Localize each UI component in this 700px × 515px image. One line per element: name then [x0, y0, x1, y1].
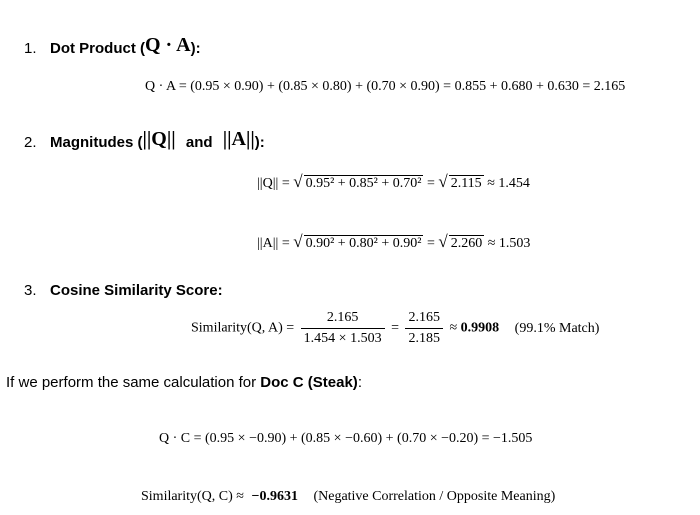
equals-sign: = — [391, 320, 399, 336]
magnitude-a-approx: ≈ 1.503 — [487, 236, 531, 251]
magnitude-q-equation — [257, 172, 530, 192]
doc-c-intro — [6, 374, 362, 391]
section-title-close: ): — [254, 134, 265, 151]
fraction-denominator: 2.185 — [405, 328, 443, 347]
dot-product-equation: Q · A = (0.95 × 0.90) + (0.85 × 0.80) + (0.70 × 0.90) = 0.855 + 0.680 + 0.630 = 2.165 — [145, 79, 626, 94]
doc-c-similarity-note: (Negative Correlation / Opposite Meaning) — [313, 489, 556, 504]
equals-sign: = — [426, 176, 435, 191]
fraction-numerator: 2.165 — [326, 310, 359, 325]
sqrt-a-result: √ 2.260 — [438, 232, 483, 251]
doc-c-intro-text: If we perform the same calculation for — [6, 374, 261, 391]
similarity-result: 0.9908 — [460, 320, 500, 336]
fraction-simplified — [405, 310, 443, 347]
fraction-numerator: 2.165 — [408, 310, 440, 325]
fraction-raw — [301, 310, 385, 347]
doc-c-similarity-result: −0.9631 — [251, 489, 298, 504]
and-word: and — [185, 134, 213, 151]
sqrt-a-expression: √ 0.90² + 0.80² + 0.90² — [293, 232, 422, 251]
magnitude-q-symbol: ||Q|| — [142, 128, 176, 150]
sqrt-q-expression: √ 0.95² + 0.85² + 0.70² — [293, 172, 422, 191]
section-1-heading — [24, 34, 201, 57]
magnitude-a-equation — [257, 232, 530, 252]
match-note: (99.1% Match) — [514, 320, 600, 336]
sqrt-q-result: √ 2.115 — [438, 172, 482, 191]
cosine-similarity-equation — [191, 310, 599, 347]
approx-sign: ≈ — [449, 320, 458, 336]
section-number: 3. — [24, 282, 37, 299]
similarity-lhs: Similarity(Q, A) = — [191, 320, 295, 336]
sqrt-radicand: 0.95² + 0.85² + 0.70² — [305, 176, 422, 191]
doc-c-intro-end: : — [357, 374, 362, 391]
section-3-heading — [24, 282, 223, 299]
sqrt-radicand: 2.260 — [450, 236, 483, 251]
magnitude-a-lhs: ||A|| = — [257, 236, 290, 251]
magnitude-q-lhs: ||Q|| = — [257, 176, 290, 191]
fraction-denominator: 1.454 × 1.503 — [301, 328, 385, 347]
doc-c-dot-product-equation: Q · C = (0.95 × −0.90) + (0.85 × −0.60) + (0.70 × −0.20) = −1.505 — [159, 431, 533, 446]
section-title: Dot Product ( — [50, 40, 145, 57]
doc-c-similarity-equation — [141, 489, 555, 505]
doc-c-similarity-lhs: Similarity(Q, C) ≈ — [141, 489, 244, 504]
section-title: Cosine Similarity Score: — [50, 282, 223, 299]
magnitude-a-symbol: ||A|| — [222, 128, 255, 150]
dot-product-symbol: Q · A — [145, 34, 191, 56]
sqrt-radicand: 2.115 — [450, 176, 482, 191]
equals-sign: = — [426, 236, 435, 251]
section-number: 1. — [24, 40, 37, 57]
magnitude-q-approx: ≈ 1.454 — [487, 176, 530, 191]
section-title: Magnitudes ( — [50, 134, 143, 151]
sqrt-radicand: 0.90² + 0.80² + 0.90² — [305, 236, 422, 251]
section-2-heading — [24, 128, 265, 151]
doc-c-label: Doc C (Steak) — [260, 374, 358, 391]
section-number: 2. — [24, 134, 37, 151]
section-title-close: ): — [190, 40, 201, 57]
